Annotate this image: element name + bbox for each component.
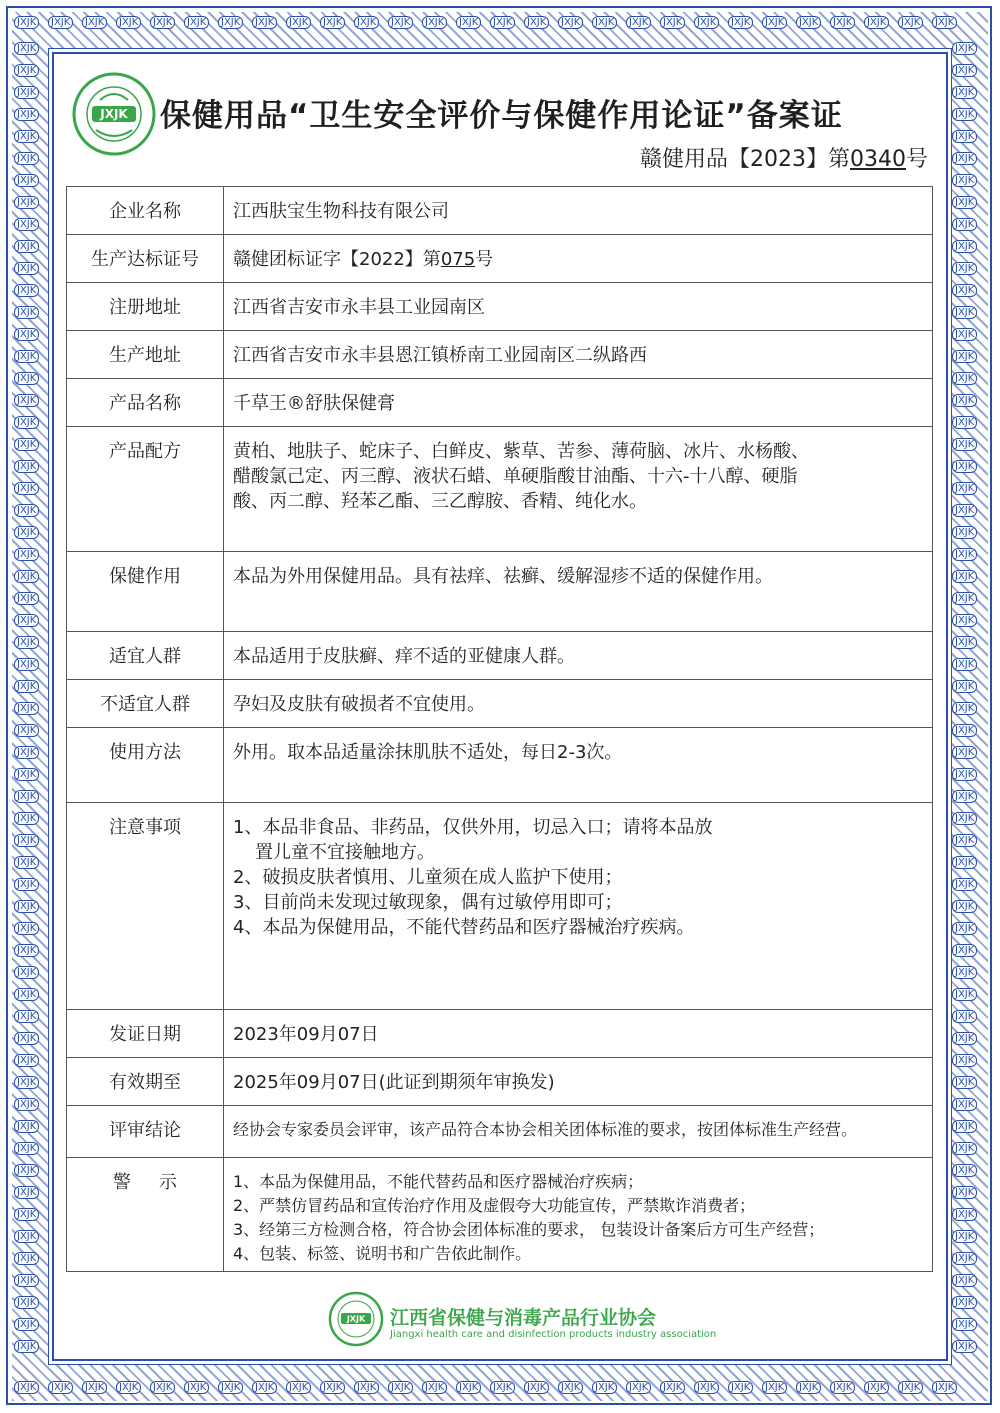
border-tag: JXJK — [422, 16, 447, 29]
warning-line: 2、严禁仿冒药品和宣传治疗作用及虚假夸大功能宣传，严禁欺诈消费者； — [233, 1196, 756, 1215]
notes-label: 注意事项 — [67, 803, 224, 1010]
border-tag: JXJK — [14, 328, 39, 341]
border-tag: JXJK — [14, 1010, 39, 1023]
border-tag: JXJK — [864, 1381, 889, 1394]
notes-line: 4、本品为保健用品，不能代替药品和医疗器械治疗疾病。 — [233, 917, 695, 938]
border-tag: JXJK — [952, 724, 977, 737]
border-tag: JXJK — [952, 108, 977, 121]
border-tag: JXJK — [14, 1340, 39, 1353]
border-tag: JXJK — [952, 746, 977, 759]
border-tag: JXJK — [14, 1054, 39, 1067]
border-tag: JXJK — [952, 196, 977, 209]
border-tag: JXJK — [952, 328, 977, 341]
border-tag: JXJK — [952, 1054, 977, 1067]
border-tag: JXJK — [490, 1381, 515, 1394]
border-tag: JXJK — [14, 658, 39, 671]
border-tag: JXJK — [952, 680, 977, 693]
border-tag: JXJK — [952, 988, 977, 1001]
border-tag: JXJK — [830, 1381, 855, 1394]
warning-line: 3、经第三方检测合格，符合协会团体标准的要求， 包装设计备案后方可生产经营； — [233, 1220, 825, 1239]
border-tag: JXJK — [14, 1142, 39, 1155]
border-tag: JXJK — [952, 1208, 977, 1221]
border-tag: JXJK — [952, 416, 977, 429]
standard-value: 赣健团标证字【2022】第075号 — [224, 235, 933, 283]
border-tag: JXJK — [952, 42, 977, 55]
border-tag: JXJK — [14, 416, 39, 429]
border-tag: JXJK — [952, 1186, 977, 1199]
border-tag: JXJK — [864, 16, 889, 29]
border-tag: JXJK — [14, 196, 39, 209]
standard-label: 生产达标证号 — [67, 235, 224, 283]
border-tag: JXJK — [116, 1381, 141, 1394]
border-tag: JXJK — [218, 1381, 243, 1394]
border-tag: JXJK — [14, 1032, 39, 1045]
border-tag: JXJK — [14, 1098, 39, 1111]
border-tag: JXJK — [14, 64, 39, 77]
issue-date-label: 发证日期 — [67, 1010, 224, 1058]
border-tag: JXJK — [952, 152, 977, 165]
border-tag: JXJK — [952, 570, 977, 583]
border-tag: JXJK — [952, 1274, 977, 1287]
company-label: 企业名称 — [67, 187, 224, 235]
border-tag: JXJK — [14, 1274, 39, 1287]
border-tag: JXJK — [48, 16, 73, 29]
border-tag: JXJK — [660, 16, 685, 29]
border-tag: JXJK — [952, 394, 977, 407]
border-tag: JXJK — [952, 460, 977, 473]
effect-value: 本品为外用保健用品。具有祛痒、祛癣、缓解湿疹不适的保健作用。 — [224, 552, 933, 632]
border-tag: JXJK — [952, 350, 977, 363]
border-tag: JXJK — [660, 1381, 685, 1394]
formula-line: 酸、丙二醇、羟苯乙酯、三乙醇胺、香精、纯化水。 — [233, 491, 647, 512]
border-tag: JXJK — [14, 614, 39, 627]
border-tag: JXJK — [952, 614, 977, 627]
row-conclusion — [67, 1106, 933, 1158]
border-tag: JXJK — [14, 1164, 39, 1177]
border-tag: JXJK — [14, 284, 39, 297]
border-tag: JXJK — [14, 900, 39, 913]
border-tag: JXJK — [456, 1381, 481, 1394]
border-tag: JXJK — [320, 16, 345, 29]
border-tag: JXJK — [952, 548, 977, 561]
border-tag: JXJK — [952, 218, 977, 231]
border-tag: JXJK — [952, 438, 977, 451]
border-tag: JXJK — [728, 16, 753, 29]
border-tag: JXJK — [116, 16, 141, 29]
row-unsuitable — [67, 680, 933, 728]
border-tag: JXJK — [286, 16, 311, 29]
border-tag: JXJK — [524, 1381, 549, 1394]
border-tag: JXJK — [952, 592, 977, 605]
row-suitable — [67, 632, 933, 680]
footer-logo-text: JXJK — [346, 1314, 366, 1324]
border-tag: JXJK — [14, 42, 39, 55]
border-tag: JXJK — [694, 1381, 719, 1394]
formula-line: 黄柏、地肤子、蛇床子、白鲜皮、紫草、苦参、薄荷脑、冰片、水杨酸、 — [233, 441, 809, 462]
border-tag: JXJK — [830, 16, 855, 29]
border-tag: JXJK — [14, 1076, 39, 1089]
border-tag: JXJK — [354, 16, 379, 29]
border-tag: JXJK — [14, 350, 39, 363]
warning-line: 4、包装、标签、说明书和广告依此制作。 — [233, 1244, 532, 1263]
association-name-en: Jiangxi health care and disinfection products industry association — [390, 1329, 717, 1340]
border-tag: JXJK — [320, 1381, 345, 1394]
border-tag: JXJK — [252, 16, 277, 29]
border-tag: JXJK — [14, 262, 39, 275]
row-warning — [67, 1158, 933, 1272]
warning-value — [224, 1158, 933, 1272]
formula-label: 产品配方 — [67, 427, 224, 552]
border-tag: JXJK — [14, 746, 39, 759]
border-tag: JXJK — [388, 16, 413, 29]
certificate-table — [66, 186, 933, 1272]
association-name-cn: 江西省保健与消毒产品行业协会 — [390, 1307, 657, 1329]
border-tag: JXJK — [14, 812, 39, 825]
row-formula — [67, 427, 933, 552]
border-tag: JXJK — [952, 240, 977, 253]
footer-logo — [328, 1291, 384, 1347]
warning-label: 警示 — [67, 1158, 224, 1272]
usage-label: 使用方法 — [67, 728, 224, 803]
usage-value: 外用。取本品适量涂抹肌肤不适处，每日2-3次。 — [224, 728, 933, 803]
border-tag: JXJK — [952, 1142, 977, 1155]
border-tag: JXJK — [48, 1381, 73, 1394]
border-tag: JXJK — [184, 1381, 209, 1394]
border-tag: JXJK — [952, 1340, 977, 1353]
border-tag: JXJK — [626, 16, 651, 29]
border-tag: JXJK — [952, 856, 977, 869]
border-tag: JXJK — [952, 482, 977, 495]
border-tag: JXJK — [14, 86, 39, 99]
border-tag: JXJK — [456, 16, 481, 29]
border-tag: JXJK — [14, 570, 39, 583]
border-tag: JXJK — [14, 372, 39, 385]
border-tag: JXJK — [14, 592, 39, 605]
border-tag: JXJK — [952, 812, 977, 825]
product-label: 产品名称 — [67, 379, 224, 427]
prod-addr-label: 生产地址 — [67, 331, 224, 379]
prod-addr-value: 江西省吉安市永丰县恩江镇桥南工业园南区二纵路西 — [224, 331, 933, 379]
border-tag: JXJK — [952, 834, 977, 847]
border-tag: JXJK — [14, 944, 39, 957]
border-tag: JXJK — [14, 16, 39, 29]
border-tag: JXJK — [932, 16, 957, 29]
product-value: 千草王®舒肤保健膏 — [224, 379, 933, 427]
valid-until-value: 2025年09月07日(此证到期须年审换发) — [224, 1058, 933, 1106]
border-tag: JXJK — [14, 130, 39, 143]
border-tag: JXJK — [14, 790, 39, 803]
border-tag: JXJK — [952, 768, 977, 781]
unsuitable-label: 不适宜人群 — [67, 680, 224, 728]
border-tag: JXJK — [14, 394, 39, 407]
border-tag: JXJK — [952, 1164, 977, 1177]
border-tag: JXJK — [388, 1381, 413, 1394]
border-tag: JXJK — [14, 460, 39, 473]
border-tag: JXJK — [932, 1381, 957, 1394]
row-notes — [67, 803, 933, 1010]
border-tag: JXJK — [952, 1296, 977, 1309]
border-tag: JXJK — [952, 504, 977, 517]
border-tag: JXJK — [952, 130, 977, 143]
notes-line: 1、本品非食品、非药品，仅供外用，切忌入口；请将本品放 — [233, 817, 713, 838]
border-tag: JXJK — [14, 548, 39, 561]
border-tag: JXJK — [14, 152, 39, 165]
border-tag: JXJK — [796, 1381, 821, 1394]
border-tag: JXJK — [952, 790, 977, 803]
border-tag: JXJK — [14, 988, 39, 1001]
row-standard — [67, 235, 933, 283]
warning-line: 1、本品为保健用品，不能代替药品和医疗器械治疗疾病； — [233, 1172, 644, 1191]
border-tag: JXJK — [952, 174, 977, 187]
border-tag: JXJK — [252, 1381, 277, 1394]
border-tag: JXJK — [952, 878, 977, 891]
border-tag: JXJK — [524, 16, 549, 29]
border-tag: JXJK — [558, 16, 583, 29]
border-tag: JXJK — [762, 1381, 787, 1394]
border-tag: JXJK — [14, 834, 39, 847]
row-usage — [67, 728, 933, 803]
border-tag: JXJK — [14, 218, 39, 231]
border-tag: JXJK — [952, 922, 977, 935]
border-tag: JXJK — [952, 1318, 977, 1331]
border-tag: JXJK — [952, 1230, 977, 1243]
border-tag: JXJK — [952, 284, 977, 297]
border-tag: JXJK — [626, 1381, 651, 1394]
border-tag: JXJK — [952, 372, 977, 385]
border-tag: JXJK — [952, 702, 977, 715]
valid-until-label: 有效期至 — [67, 1058, 224, 1106]
formula-line: 醋酸氯己定、丙三醇、液状石蜡、单硬脂酸甘油酯、十六-十八醇、硬脂 — [233, 466, 798, 487]
issue-date-value: 2023年09月07日 — [224, 1010, 933, 1058]
border-tag: JXJK — [354, 1381, 379, 1394]
border-tag: JXJK — [952, 262, 977, 275]
reg-addr-value: 江西省吉安市永丰县工业园南区 — [224, 283, 933, 331]
certificate-title: 保健用品“卫生安全评价与保健作用论证”备案证 — [160, 98, 843, 134]
border-tag: JXJK — [14, 1252, 39, 1265]
row-valid-until — [67, 1058, 933, 1106]
border-tag: JXJK — [952, 526, 977, 539]
reg-addr-label: 注册地址 — [67, 283, 224, 331]
border-tag: JXJK — [14, 108, 39, 121]
border-tag: JXJK — [694, 16, 719, 29]
border-tag: JXJK — [952, 944, 977, 957]
unsuitable-value: 孕妇及皮肤有破损者不宜使用。 — [224, 680, 933, 728]
border-tag: JXJK — [286, 1381, 311, 1394]
border-tag: JXJK — [82, 16, 107, 29]
border-tag: JXJK — [796, 16, 821, 29]
row-effect — [67, 552, 933, 632]
border-tag: JXJK — [150, 16, 175, 29]
border-tag: JXJK — [14, 1230, 39, 1243]
border-tag: JXJK — [14, 922, 39, 935]
border-tag: JXJK — [952, 658, 977, 671]
row-issue-date — [67, 1010, 933, 1058]
border-tag: JXJK — [14, 438, 39, 451]
border-tag: JXJK — [14, 768, 39, 781]
effect-label: 保健作用 — [67, 552, 224, 632]
border-tag: JXJK — [14, 1120, 39, 1133]
border-tag: JXJK — [592, 1381, 617, 1394]
row-reg-addr — [67, 283, 933, 331]
border-tag: JXJK — [952, 966, 977, 979]
border-tag: JXJK — [592, 16, 617, 29]
notes-value — [224, 803, 933, 1010]
notes-line: 置儿童不宜接触地方。 — [255, 842, 435, 863]
border-tag: JXJK — [14, 174, 39, 187]
border-tag: JXJK — [14, 1318, 39, 1331]
border-tag: JXJK — [14, 702, 39, 715]
border-tag: JXJK — [14, 1296, 39, 1309]
conclusion-value: 经协会专家委员会评审，该产品符合本协会相关团体标准的要求，按团体标准生产经营。 — [224, 1106, 933, 1158]
border-tag: JXJK — [14, 680, 39, 693]
border-tag: JXJK — [952, 636, 977, 649]
border-tag: JXJK — [14, 1381, 39, 1394]
border-tag: JXJK — [952, 1010, 977, 1023]
border-tag: JXJK — [14, 724, 39, 737]
logo-center-text: JXJK — [100, 107, 128, 121]
conclusion-label: 评审结论 — [67, 1106, 224, 1158]
border-tag: JXJK — [952, 900, 977, 913]
border-tag: JXJK — [952, 86, 977, 99]
border-tag: JXJK — [952, 1098, 977, 1111]
border-tag: JXJK — [14, 636, 39, 649]
border-tag: JXJK — [952, 1120, 977, 1133]
association-logo — [72, 72, 156, 156]
certificate-number: 赣健用品【2023】第0340号 — [639, 147, 928, 172]
suitable-label: 适宜人群 — [67, 632, 224, 680]
border-tag: JXJK — [952, 1032, 977, 1045]
border-tag: JXJK — [558, 1381, 583, 1394]
suitable-value: 本品适用于皮肤癣、痒不适的亚健康人群。 — [224, 632, 933, 680]
border-tag: JXJK — [184, 16, 209, 29]
company-value: 江西肤宝生物科技有限公司 — [224, 187, 933, 235]
border-tag: JXJK — [82, 1381, 107, 1394]
border-tag: JXJK — [490, 16, 515, 29]
border-tag: JXJK — [14, 856, 39, 869]
border-tag: JXJK — [422, 1381, 447, 1394]
border-tag: JXJK — [952, 1076, 977, 1089]
formula-value — [224, 427, 933, 552]
row-company — [67, 187, 933, 235]
row-prod-addr — [67, 331, 933, 379]
border-tag: JXJK — [728, 1381, 753, 1394]
border-tag: JXJK — [762, 16, 787, 29]
notes-line: 2、破损皮肤者慎用、儿童须在成人监护下使用； — [233, 867, 623, 888]
border-tag: JXJK — [14, 526, 39, 539]
border-tag: JXJK — [14, 1208, 39, 1221]
border-tag: JXJK — [952, 64, 977, 77]
row-product — [67, 379, 933, 427]
border-tag: JXJK — [14, 504, 39, 517]
border-tag: JXJK — [218, 16, 243, 29]
border-tag: JXJK — [14, 966, 39, 979]
border-tag: JXJK — [14, 482, 39, 495]
border-tag: JXJK — [14, 306, 39, 319]
border-tag: JXJK — [952, 306, 977, 319]
notes-line: 3、目前尚未发现过敏现象，偶有过敏停用即可； — [233, 892, 623, 913]
border-tag: JXJK — [952, 1252, 977, 1265]
border-tag: JXJK — [14, 878, 39, 891]
border-tag: JXJK — [14, 240, 39, 253]
border-tag: JXJK — [898, 16, 923, 29]
border-tag: JXJK — [150, 1381, 175, 1394]
border-tag: JXJK — [14, 1186, 39, 1199]
border-tag: JXJK — [898, 1381, 923, 1394]
